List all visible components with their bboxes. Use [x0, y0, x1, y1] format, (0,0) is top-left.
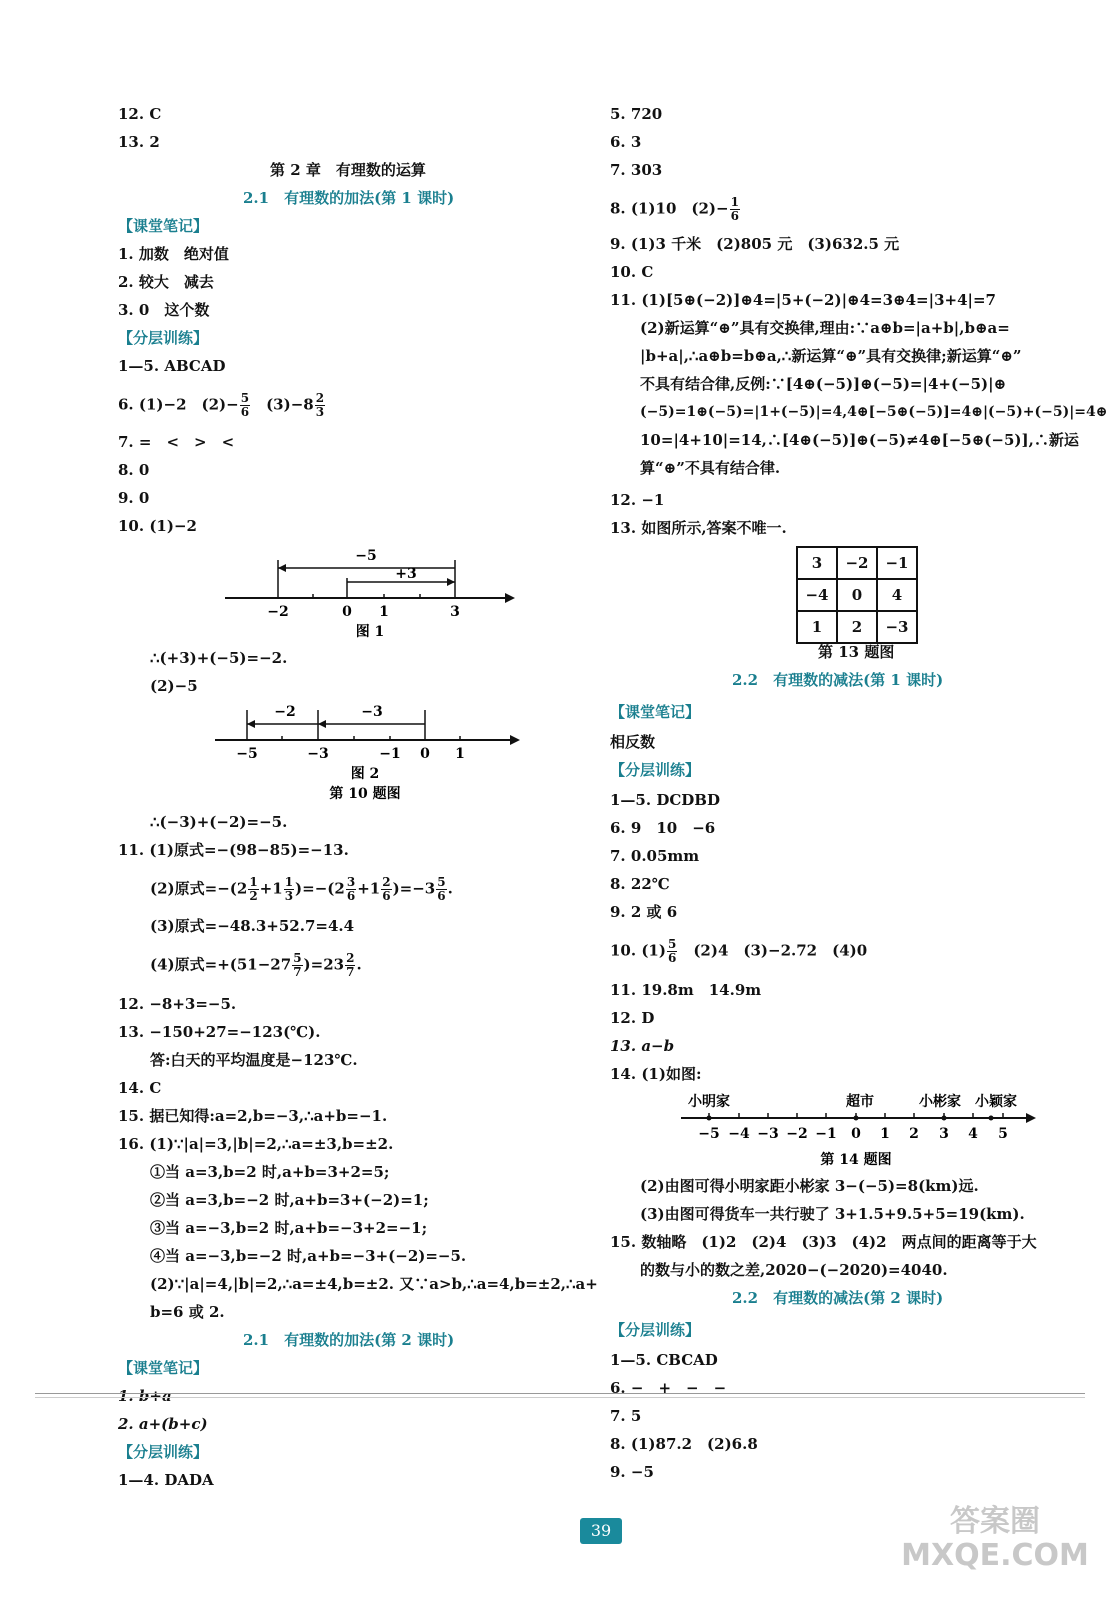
tick-label: 3	[450, 604, 460, 620]
answer-part: |b+a|,∴a⊕b=b⊕a,∴新运算“⊕”具有交换律;新运算“⊕”	[640, 347, 1022, 365]
chapter-title: 第 2 章 有理数的运算	[270, 161, 426, 179]
grid-cell: −1	[877, 547, 917, 579]
grid-cell: 1	[797, 611, 837, 643]
answer-part: (2)∵|a|=4,|b|=2,∴a=±4,b=±2. 又∵a>b,∴a=4,b=±2,∴a+	[150, 1275, 598, 1293]
number-line-figure-3	[676, 1086, 1046, 1176]
grid-cell: −2	[837, 547, 877, 579]
answer-part: (3)原式=−48.3+52.7=4.4	[150, 917, 355, 935]
answer-case: ②当 a=3,b=−2 时,a+b=3+(−2)=1;	[150, 1191, 429, 1209]
arrow-label: −2	[274, 704, 296, 720]
arrow-label: −5	[355, 548, 377, 564]
figure-label: 图 2	[350, 766, 380, 782]
note-item: 2. a+(b+c)	[118, 1415, 208, 1433]
point-marker	[942, 1116, 947, 1121]
answer-case: ①当 a=3,b=2 时,a+b=3+2=5;	[150, 1163, 390, 1181]
answer-14: 14. C	[118, 1079, 162, 1097]
answer-part: (2)新运算“⊕”具有交换律,理由:∵a⊕b=|a+b|,b⊕a=	[640, 319, 1010, 337]
answer-case: ③当 a=−3,b=2 时,a+b=−3+2=−1;	[150, 1219, 428, 1237]
class-notes-heading: 【课堂笔记】	[118, 217, 209, 235]
answer-13: 13. −150+27=−123(℃).	[118, 1023, 321, 1041]
answer-part: (2)由图可得小明家距小彬家 3−(−5)=8(km)远.	[640, 1177, 979, 1195]
grid-cell: −4	[797, 579, 837, 611]
answer-part: (2)−5	[150, 677, 198, 695]
page-divider	[35, 1397, 1085, 1398]
answer-7: 7. 0.05mm	[610, 847, 700, 865]
number-line-figure-1	[220, 540, 520, 640]
class-notes-heading: 【课堂笔记】	[118, 1359, 209, 1377]
class-notes-heading: 【课堂笔记】	[610, 703, 701, 721]
answer-case: ④当 a=−3,b=−2 时,a+b=−3+(−2)=−5.	[150, 1247, 467, 1265]
figure-caption: 第 10 题图	[329, 786, 401, 802]
point-marker	[854, 1116, 859, 1121]
answer-6: 6. 9 10 −6	[610, 819, 716, 837]
tick-label: 2	[909, 1126, 919, 1142]
tick-label: 0	[420, 746, 430, 762]
answer-12: 12. D	[610, 1009, 655, 1027]
answer-7: 7. 5	[610, 1407, 642, 1425]
section-heading: 2.1 有理数的加法(第 2 课时)	[243, 1331, 455, 1349]
section-heading: 2.2 有理数的减法(第 2 课时)	[732, 1289, 944, 1307]
note-item: 2. 较大 减去	[118, 273, 214, 291]
magic-square-grid	[796, 546, 918, 644]
note-item: 相反数	[610, 733, 656, 751]
answer-part: 的数与小的数之差,2020−(−2020)=4040.	[640, 1261, 948, 1279]
answer-8: 8. (1)10 (2)− $\frac{1}{6}$	[610, 195, 739, 223]
answer-5: 5. 720	[610, 105, 663, 123]
answer-part: b=6 或 2.	[150, 1303, 225, 1321]
page-divider	[35, 1393, 1085, 1394]
answer-part: 10=|4+10|=14,∴[4⊕(−5)]⊕(−5)≠4⊕[−5⊕(−5)],∴新运	[640, 431, 1079, 449]
conclusion: ∴(+3)+(−5)=−2.	[150, 649, 288, 667]
answer-13: 13. 如图所示,答案不唯一.	[610, 519, 787, 537]
section-heading: 2.2 有理数的减法(第 1 课时)	[732, 671, 944, 689]
answer-line: 1—4. DADA	[118, 1471, 214, 1489]
place-label: 超市	[846, 1094, 874, 1110]
answer-9: 9. (1)3 千米 (2)805 元 (3)632.5 元	[610, 235, 900, 253]
answer-6: 6. (1)−2 (2)− $\frac{5}{6}$ (3)−8 $\frac{2}{3}$	[118, 391, 325, 419]
answer-6: 6. − + − −	[610, 1379, 727, 1397]
answer-part: 不具有结合律,反例:∵[4⊕(−5)]⊕(−5)=|4+(−5)|⊕	[640, 375, 1007, 393]
grid-cell: 4	[877, 579, 917, 611]
watermark: 答案圈 MXQE.COM	[901, 1504, 1089, 1573]
note-item: 3. 0 这个数	[118, 301, 210, 319]
tick-label: 0	[851, 1126, 861, 1142]
answer-8: 8. (1)87.2 (2)6.8	[610, 1435, 758, 1453]
answer-11: 11. (1)[5⊕(−2)]⊕4=|5+(−2)|⊕4=3⊕4=|3+4|=7	[610, 291, 996, 309]
tick-label: −5	[236, 746, 258, 762]
table-row	[797, 579, 917, 611]
tick-label: 1	[455, 746, 465, 762]
answer-10: 10. C	[610, 263, 654, 281]
answer-text: 答:白天的平均温度是−123℃.	[150, 1051, 358, 1069]
answer-7: 7. = < > <	[118, 433, 235, 451]
answer-11: 11. (1)原式=−(98−85)=−13.	[118, 841, 349, 859]
note-item: 1. b+a	[118, 1387, 172, 1405]
answer-10: 10. (1) $\frac{5}{6}$ (2)4 (3)−2.72 (4)0	[610, 937, 868, 965]
answer-8: 8. 0	[118, 461, 150, 479]
figure-caption: 第 13 题图	[818, 643, 895, 661]
answer-15: 15. 数轴略 (1)2 (2)4 (3)3 (4)2 两点间的距离等于大	[610, 1233, 1037, 1251]
answer-7: 7. 303	[610, 161, 663, 179]
figure-caption: 第 14 题图	[820, 1152, 892, 1168]
point-marker	[707, 1116, 712, 1121]
page-number: 39	[580, 1518, 622, 1544]
table-row	[797, 547, 917, 579]
tick-label: 1	[880, 1126, 890, 1142]
answer-12: 12. −8+3=−5.	[118, 995, 237, 1013]
tick-label: −1	[379, 746, 401, 762]
tick-label: −1	[815, 1126, 837, 1142]
figure-label: 图 1	[355, 624, 385, 640]
grid-cell: −3	[877, 611, 917, 643]
answer-12: 12. C	[118, 105, 162, 123]
tick-label: −5	[698, 1126, 720, 1142]
conclusion: ∴(−3)+(−2)=−5.	[150, 813, 288, 831]
grid-cell: 3	[797, 547, 837, 579]
arrow-label: −3	[361, 704, 383, 720]
training-heading: 【分层训练】	[610, 1321, 701, 1339]
answer-9: 9. 0	[118, 489, 150, 507]
answer-8: 8. 22℃	[610, 875, 670, 893]
training-heading: 【分层训练】	[610, 761, 701, 779]
answer-13: 13. a−b	[610, 1037, 675, 1055]
answer-9: 9. −5	[610, 1463, 654, 1481]
answer-12: 12. −1	[610, 491, 665, 509]
answer-14: 14. (1)如图:	[610, 1065, 702, 1083]
answer-6: 6. 3	[610, 133, 642, 151]
tick-label: 1	[379, 604, 389, 620]
tick-label: 3	[939, 1126, 949, 1142]
grid-cell: 2	[837, 611, 877, 643]
table-row	[797, 611, 917, 643]
tick-label: −3	[757, 1126, 779, 1142]
tick-label: −2	[267, 604, 289, 620]
place-label: 小明家	[688, 1094, 730, 1110]
answer-part: (3)由图可得货车一共行驶了 3+1.5+9.5+5=19(km).	[640, 1205, 1025, 1223]
training-heading: 【分层训练】	[118, 329, 209, 347]
answer-part: (−5)=1⊕(−5)=|1+(−5)|=4,4⊕[−5⊕(−5)]=4⊕|(−5)+(−5)|=4⊕	[640, 404, 1108, 420]
place-label: 小彬家	[919, 1094, 961, 1110]
tick-label: −3	[307, 746, 329, 762]
answer-line: 1—5. ABCAD	[118, 357, 226, 375]
number-line-figure-2	[210, 698, 530, 802]
arrow-label: +3	[395, 566, 417, 582]
section-heading: 2.1 有理数的加法(第 1 课时)	[243, 189, 455, 207]
training-heading: 【分层训练】	[118, 1443, 209, 1461]
tick-label: −2	[786, 1126, 808, 1142]
grid-cell: 0	[837, 579, 877, 611]
answer-line: 1—5. CBCAD	[610, 1351, 718, 1369]
answer-part: (4)原式=+(51−27 $\frac{5}{7}$ )=23 $\frac{2}{7}$ .	[150, 951, 362, 979]
answer-11: 11. 19.8m 14.9m	[610, 981, 762, 999]
tick-label: 4	[968, 1126, 978, 1142]
answer-15: 15. 据已知得:a=2,b=−3,∴a+b=−1.	[118, 1107, 388, 1125]
place-label: 小颖家	[975, 1094, 1017, 1110]
answer-9: 9. 2 或 6	[610, 903, 678, 921]
note-item: 1. 加数 绝对值	[118, 245, 229, 263]
answer-16: 16. (1)∵|a|=3,|b|=2,∴a=±3,b=±2.	[118, 1135, 394, 1153]
tick-label: −4	[728, 1126, 750, 1142]
answer-10: 10. (1)−2	[118, 517, 197, 535]
point-marker	[989, 1116, 994, 1121]
tick-label: 0	[342, 604, 352, 620]
answer-part: 算“⊕”不具有结合律.	[640, 459, 781, 477]
answer-part: (2)原式=−(2 $\frac{1}{2}$ +1 $\frac{1}{3}$ )=−(2 $\frac{3}{6}$ +1 $\frac{2}{6}$ )=−3 $\frac{5}{6}$ .	[150, 875, 453, 903]
answer-13: 13. 2	[118, 133, 160, 151]
tick-label: 5	[998, 1126, 1008, 1142]
answer-line: 1—5. DCDBD	[610, 791, 720, 809]
